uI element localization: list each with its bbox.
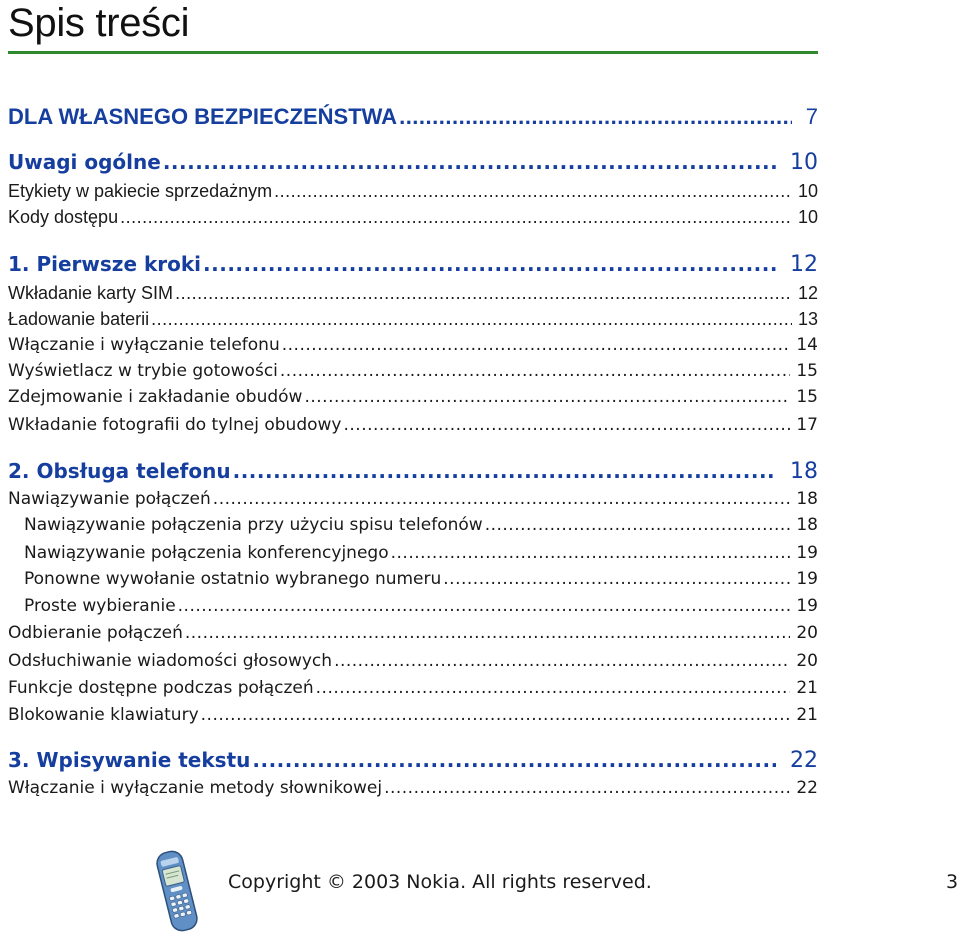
toc-section-phone-use[interactable]: 2. Obsługa telefonu ..... 18 [8, 458, 818, 484]
toc-section-text-entry[interactable]: 3. Wpisywanie tekstu ..... 22 [8, 747, 818, 773]
toc-subentry[interactable]: Proste wybieranie ..... 19 [8, 594, 818, 618]
toc-entry[interactable]: Wkładanie karty SIM ..... 12 [8, 281, 818, 305]
toc-entry[interactable]: Nawiązywanie połączeń ..... 18 [8, 487, 818, 511]
toc-entry[interactable]: Ładowanie baterii ..... 13 [8, 307, 818, 331]
page-number: 3 [946, 871, 959, 893]
toc-entry[interactable]: Zdejmowanie i zakładanie obudów ..... 15 [8, 385, 818, 409]
toc-entry[interactable]: Odsłuchiwanie wiadomości głosowych ..... 20 [8, 649, 818, 673]
toc-entry[interactable]: Blokowanie klawiatury ..... 21 [8, 703, 818, 727]
toc-section-first-steps[interactable]: 1. Pierwsze kroki ..... 12 [8, 251, 818, 277]
toc-section-safety[interactable]: DLA WŁASNEGO BEZPIECZEŃSTWA ..... 7 [8, 104, 818, 130]
toc-subentry[interactable]: Ponowne wywołanie ostatnio wybranego numeru ..... 19 [8, 567, 818, 591]
page-title: Spis treści [8, 1, 190, 45]
toc-entry[interactable]: Kody dostępu ..... 10 [8, 205, 818, 229]
nokia-phone-icon [152, 848, 202, 934]
toc-section-general-notes[interactable]: Uwagi ogólne ..... 10 [8, 149, 818, 175]
toc-subentry[interactable]: Nawiązywanie połączenia konferencyjnego ..... 19 [8, 541, 818, 565]
toc-entry[interactable]: Etykiety w pakiecie sprzedażnym ..... 10 [8, 179, 818, 203]
toc-subentry[interactable]: Nawiązywanie połączenia przy użyciu spisu telefonów ..... 18 [8, 513, 818, 537]
toc-entry[interactable]: Wkładanie fotografii do tylnej obudowy ..... 17 [8, 413, 818, 437]
title-divider [8, 51, 818, 54]
toc-entry[interactable]: Włączanie i wyłączanie metody słownikowej ..... 22 [8, 776, 818, 800]
toc-entry[interactable]: Odbieranie połączeń ..... 20 [8, 621, 818, 645]
toc-entry[interactable]: Wyświetlacz w trybie gotowości ..... 15 [8, 359, 818, 383]
toc-entry[interactable]: Włączanie i wyłączanie telefonu ..... 14 [8, 333, 818, 357]
toc-entry[interactable]: Funkcje dostępne podczas połączeń ..... 21 [8, 676, 818, 700]
copyright-text: Copyright © 2003 Nokia. All rights reserved. [228, 871, 652, 893]
